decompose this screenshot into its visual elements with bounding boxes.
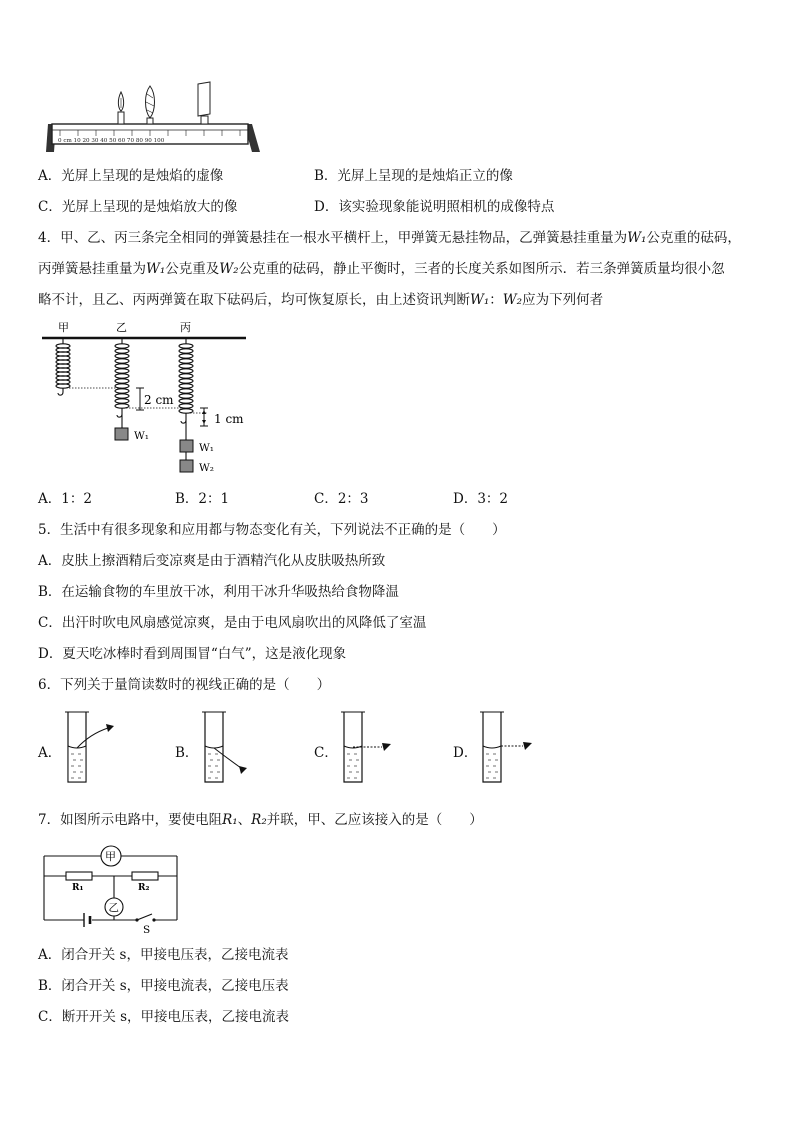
circuit-figure bbox=[38, 840, 188, 935]
optical-bench-figure bbox=[46, 80, 262, 154]
q3-option-b: B．光屏上呈现的是烛焰正立的像 bbox=[314, 168, 513, 184]
spring-label-yi: 乙 bbox=[116, 321, 127, 334]
cylinder-figure-d bbox=[475, 706, 545, 788]
switch-label: S bbox=[143, 924, 151, 935]
q3-option-a: A．光屏上呈现的是烛焰的虚像 bbox=[38, 168, 224, 184]
cylinder-figure-c bbox=[336, 706, 406, 788]
q7-stem: 7．如图所示电路中，要使电阻R₁、R₂并联，甲、乙应该接入的是（ ） bbox=[38, 812, 483, 828]
meter-jia-label: 甲 bbox=[105, 850, 116, 863]
q3-option-d: D．该实验现象能说明照相机的成像特点 bbox=[314, 199, 555, 215]
gap-label-2cm: 2 cm bbox=[144, 393, 174, 407]
q5-stem: 5．生活中有很多现象和应用都与物态变化有关，下列说法不正确的是（ ） bbox=[38, 522, 506, 538]
q6-option-b-label: B． bbox=[175, 745, 199, 761]
q4-option-a: A．1：2 bbox=[38, 491, 92, 507]
eye-icon bbox=[523, 742, 532, 750]
weight-label-bing-w1: W₁ bbox=[199, 442, 215, 454]
q4-stem-line-3: 略不计，且乙、丙两弹簧在取下砝码后，均可恢复原长，由上述资讯判断W₁：W₂应为下列何者 bbox=[38, 292, 604, 308]
q5-option-c: C．出汗时吹电风扇感觉凉爽，是由于电风扇吹出的风降低了室温 bbox=[38, 615, 427, 631]
q4-var-w1: W₁ bbox=[627, 230, 647, 246]
meter-yi-label: 乙 bbox=[108, 902, 119, 914]
q5-option-b: B．在运输食物的车里放干冰，利用干冰升华吸热给食物降温 bbox=[38, 584, 399, 600]
q7-option-a: A．闭合开关 s，甲接电压表，乙接电流表 bbox=[38, 947, 289, 963]
q4-option-c: C．2：3 bbox=[314, 491, 369, 507]
q7-option-c: C．断开开关 s，甲接电压表，乙接电流表 bbox=[38, 1009, 290, 1025]
ruler-scale-label: 0 cm 10 20 30 40 50 60 70 80 90 100 bbox=[58, 138, 165, 144]
cylinder-figure-b bbox=[197, 706, 267, 788]
q7-var-r2: R₂ bbox=[251, 812, 267, 828]
q4-var-w2: W₂ bbox=[219, 261, 239, 277]
q3-option-c: C．光屏上呈现的是烛焰放大的像 bbox=[38, 199, 238, 215]
cylinder-figure-a bbox=[60, 706, 130, 788]
springs-figure bbox=[40, 318, 260, 480]
q7-var-r1: R₁ bbox=[222, 812, 238, 828]
weight-label-bing-w2: W₂ bbox=[199, 462, 215, 474]
q6-stem: 6．下列关于量筒读数时的视线正确的是（ ） bbox=[38, 677, 331, 693]
eye-icon bbox=[106, 724, 114, 732]
spring-label-bing: 丙 bbox=[180, 321, 191, 334]
q5-option-a: A．皮肤上擦酒精后变凉爽是由于酒精汽化从皮肤吸热所致 bbox=[38, 553, 386, 569]
eye-icon bbox=[239, 766, 247, 774]
q4-option-d: D．3：2 bbox=[453, 491, 509, 507]
resistor-r2-label: R₂ bbox=[138, 883, 150, 893]
q4-stem-line-1: 4．甲、乙、丙三条完全相同的弹簧悬挂在一根水平横杆上，甲弹簧无悬挂物品，乙弹簧悬挂重量为W₁公克重的砝码， bbox=[38, 230, 741, 246]
q4-stem-line-2: 丙弹簧悬挂重量为W₁公克重及W₂公克重的砝码，静止平衡时，三者的长度关系如图所示．若三条弹簧质量均很小忽 bbox=[38, 261, 725, 277]
spring-label-jia: 甲 bbox=[58, 321, 69, 334]
q6-option-d-label: D． bbox=[453, 745, 478, 761]
q6-option-c-label: C． bbox=[314, 745, 338, 761]
q6-option-a-label: A． bbox=[38, 745, 62, 761]
q5-option-d: D．夏天吃冰棒时看到周围冒“白气”，这是液化现象 bbox=[38, 646, 347, 662]
gap-label-1cm: 1 cm bbox=[214, 412, 244, 426]
q4-option-b: B．2：1 bbox=[175, 491, 230, 507]
q7-option-b: B．闭合开关 s，甲接电流表，乙接电压表 bbox=[38, 978, 289, 994]
resistor-r1-label: R₁ bbox=[72, 883, 84, 893]
eye-icon bbox=[382, 743, 391, 751]
weight-label-yi-w1: W₁ bbox=[134, 430, 150, 442]
